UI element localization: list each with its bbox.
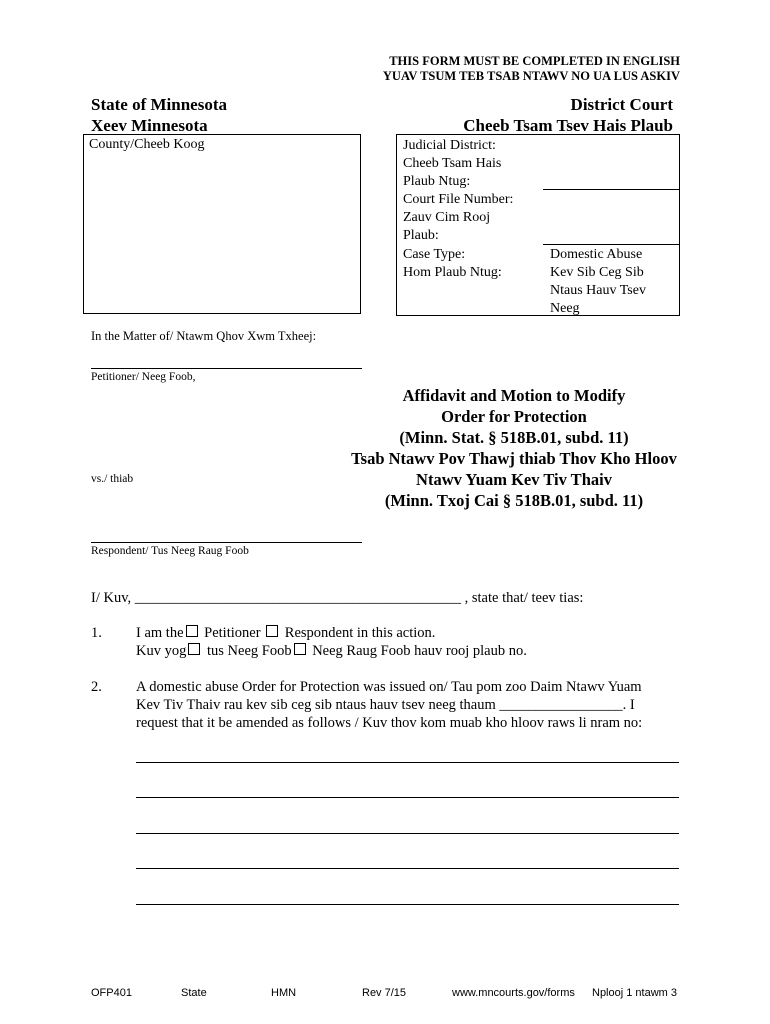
state-hmong: Xeev Minnesota xyxy=(91,116,208,135)
item-1-english: I am the Petitioner Respondent in this action. xyxy=(136,625,436,641)
court-english: District Court xyxy=(570,95,673,114)
declarant-statement xyxy=(91,589,583,607)
document-title: Affidavit and Motion to Modify Order for Protection (Minn. Stat. § 518B.01, subd. 11) Tsab Ntawv Pov Thawj thiab Thov Kho Hloov Ntawv Yuam Kev Tiv Thaiv (Minn. Txoj Cai § 518B.01, subd. 11) xyxy=(351,386,677,510)
petitioner-name-field[interactable] xyxy=(91,368,362,369)
petitioner-checkbox[interactable] xyxy=(186,625,198,637)
state-english: State of Minnesota xyxy=(91,95,227,114)
declarant-name-field[interactable]: _____________________________________________ xyxy=(134,590,462,606)
respondent-checkbox-hmong[interactable] xyxy=(294,643,306,655)
matter-label: In the Matter of/ Ntawm Qhov Xwm Txheej: xyxy=(91,329,317,343)
footer-revision: Rev 7/15 xyxy=(362,987,407,999)
county-label: County/Cheeb Koog xyxy=(89,137,205,152)
footer-website: www.mncourts.gov/forms xyxy=(452,987,575,999)
case-type-value: Domestic Abuse Kev Sib Ceg Sib Ntaus Hauv Tsev Neeg xyxy=(550,247,646,316)
english-notice xyxy=(383,54,680,84)
footer-scope: State xyxy=(181,987,207,999)
court-file-number-field[interactable] xyxy=(543,244,679,245)
judicial-district-label: Judicial District: Cheeb Tsam Hais Plaub Ntug: xyxy=(403,138,502,189)
item-2-number: 2. xyxy=(91,679,102,695)
item-1-number: 1. xyxy=(91,625,102,641)
petitioner-label: Petitioner/ Neeg Foob, xyxy=(91,371,196,383)
court-file-number-label: Court File Number: Zauv Cim Rooj Plaub: xyxy=(403,192,514,243)
amendment-line-5[interactable] xyxy=(136,904,679,905)
case-type-label: Case Type: Hom Plaub Ntug: xyxy=(403,247,502,280)
item-2-text: A domestic abuse Order for Protection was issued on/ Tau pom zoo Daim Ntawv Yuam Kev Tiv Thaiv rau kev sib ceg sib ntaus hauv tsev neeg thaum _________________. I request that it be amended as follows / Kuv thov kom muab kho hloov raws li nram no: xyxy=(136,679,643,731)
petitioner-checkbox-hmong[interactable] xyxy=(188,643,200,655)
court-hmong: Cheeb Tsam Tsev Hais Plaub xyxy=(463,116,673,135)
amendment-line-4[interactable] xyxy=(136,868,679,869)
vs-label: vs./ thiab xyxy=(91,473,134,485)
order-date-field[interactable]: _________________ xyxy=(499,697,623,713)
court-info-box xyxy=(396,134,680,316)
statement-prefix: I/ Kuv, xyxy=(91,590,132,606)
judicial-district-field[interactable] xyxy=(543,189,679,190)
item-1-hmong: Kuv yog tus Neeg Foob Neeg Raug Foob hauv rooj plaub no. xyxy=(136,643,527,659)
footer-language: HMN xyxy=(271,987,297,999)
court-heading xyxy=(463,94,673,136)
notice-hmong: YUAV TSUM TEB TSAB NTAWV NO UA LUS ASKIV xyxy=(382,69,680,83)
footer-form-id: OFP401 xyxy=(91,987,132,999)
county-box[interactable] xyxy=(83,134,361,314)
amendment-line-2[interactable] xyxy=(136,797,679,798)
respondent-label: Respondent/ Tus Neeg Raug Foob xyxy=(91,545,249,557)
respondent-checkbox[interactable] xyxy=(266,625,278,637)
statement-suffix: , state that/ teev tias: xyxy=(464,590,584,606)
respondent-name-field[interactable] xyxy=(91,542,362,543)
amendment-line-1[interactable] xyxy=(136,762,679,763)
footer-page: Nplooj 1 ntawm 3 xyxy=(592,987,677,999)
notice-english: THIS FORM MUST BE COMPLETED IN ENGLISH xyxy=(389,54,680,68)
state-heading xyxy=(91,94,227,136)
amendment-line-3[interactable] xyxy=(136,833,679,834)
